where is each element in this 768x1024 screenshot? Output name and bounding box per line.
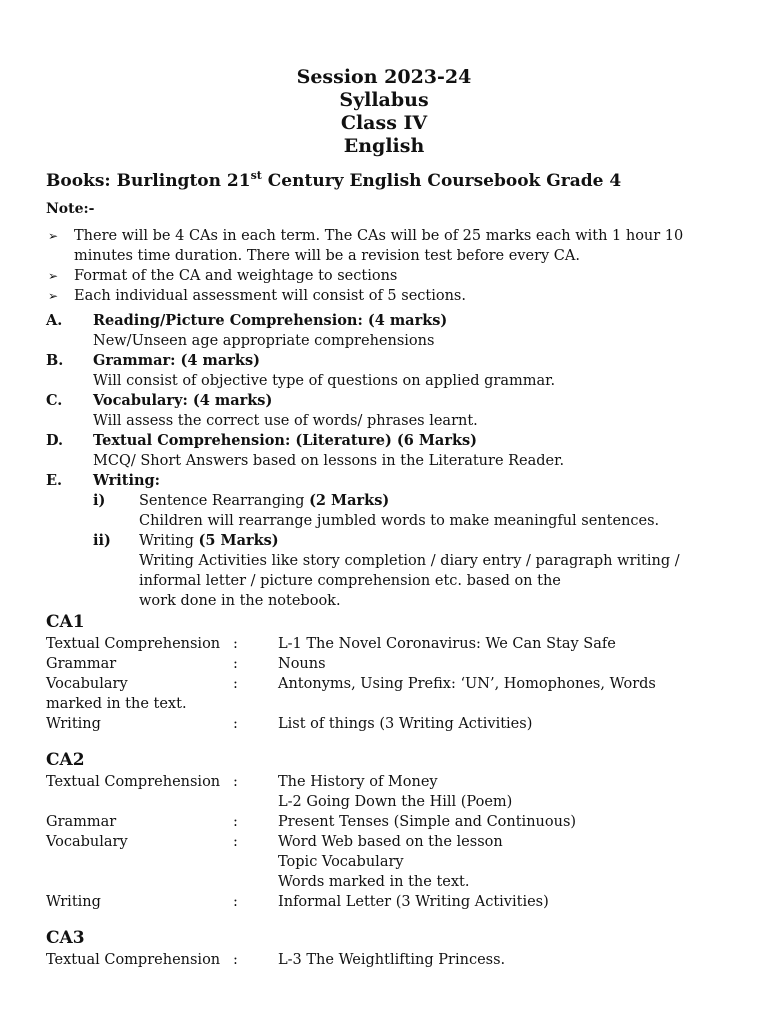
- ca1-table: [46, 634, 736, 734]
- ca-row-value: L-1 The Novel Coronavirus: We Can Stay Safe: [278, 636, 616, 652]
- section-description: Will consist of objective type of questions on applied grammar.: [93, 373, 556, 389]
- ca-row-value: L-2 Going Down the Hill (Poem): [278, 794, 513, 810]
- ca-row: [46, 950, 736, 970]
- ca-row-label: Vocabulary: [46, 834, 128, 850]
- sub-item-number: i): [93, 492, 106, 509]
- books-suffix: Century English Coursebook Grade 4: [261, 171, 622, 191]
- writing-sub-item: [93, 531, 736, 611]
- session-title: Session 2023-24: [296, 66, 472, 88]
- writing-sub-item: [93, 491, 736, 531]
- ca-row: [46, 852, 736, 872]
- ca-row-label: Textual Comprehension: [46, 774, 221, 790]
- ca-row-colon: :: [233, 636, 238, 652]
- ca-row: [46, 772, 736, 792]
- section-letter: C.: [46, 392, 63, 409]
- ca-row: [46, 892, 736, 912]
- sub-item-marks: (2 Marks): [309, 492, 390, 509]
- ca-row: [46, 792, 736, 812]
- ca-row-label: Textual Comprehension: [46, 636, 221, 652]
- class-title: Class IV: [340, 112, 428, 134]
- section-heading: Vocabulary: (4 marks): [93, 392, 273, 409]
- ca-row-value: Antonyms, Using Prefix: ‘UN’, Homophones, Words: [278, 676, 656, 692]
- arrow-bullet-icon: ➢: [48, 289, 59, 303]
- section-heading: Textual Comprehension: (Literature) (6 Marks): [93, 432, 478, 449]
- section-description: Will assess the correct use of words/ phrases learnt.: [93, 413, 478, 429]
- ca3-table: [46, 950, 736, 970]
- books-line: [46, 171, 621, 191]
- ca-row-value: Present Tenses (Simple and Continuous): [278, 814, 577, 830]
- note-bullets: [46, 226, 736, 306]
- ca-row-value: Nouns: [278, 656, 326, 672]
- section-e: [46, 471, 736, 491]
- section-heading: Writing:: [93, 472, 161, 489]
- ca-row: [46, 714, 736, 734]
- section-heading: Grammar: (4 marks): [93, 352, 260, 369]
- ca-row-value: L-3 The Weightlifting Princess.: [278, 952, 506, 968]
- sub-item-number: ii): [93, 532, 111, 549]
- assessment-sections: [46, 311, 736, 611]
- section-description: New/Unseen age appropriate comprehensions: [93, 333, 435, 349]
- ca-row-label: Textual Comprehension: [46, 952, 221, 968]
- sub-item-marks: (5 Marks): [198, 532, 279, 549]
- bullet-text: There will be 4 CAs in each term. The CAs will be of 25 marks each with 1 hour 10 minutes time duration. There will be a revision test before every CA.: [74, 228, 684, 264]
- sub-item-title: Sentence Rearranging: [139, 493, 310, 509]
- ca-row-value: Informal Letter (3 Writing Activities): [278, 894, 549, 910]
- section-b: [46, 351, 736, 391]
- bullet-text: Format of the CA and weightage to sections: [74, 268, 398, 284]
- ca-row-colon: :: [233, 716, 238, 732]
- bullet-item: [46, 286, 736, 306]
- ca-row-colon: :: [233, 656, 238, 672]
- ca-row-value: List of things (3 Writing Activities): [278, 716, 533, 732]
- arrow-bullet-icon: ➢: [48, 229, 59, 243]
- section-description: MCQ/ Short Answers based on lessons in the Literature Reader.: [93, 453, 565, 469]
- ca-row: [46, 832, 736, 852]
- sub-item-description: Children will rearrange jumbled words to make meaningful sentences.: [139, 513, 660, 529]
- ca-row: [46, 872, 736, 892]
- section-letter: A.: [46, 312, 63, 329]
- sub-item-description: Writing Activities like story completion / diary entry / paragraph writing /: [139, 553, 680, 569]
- ca-row-label: Grammar: [46, 656, 117, 672]
- ca-row-value: Word Web based on the lesson: [278, 834, 503, 850]
- books-prefix: Books: Burlington 21: [46, 171, 251, 191]
- ca-row-continuation: marked in the text.: [46, 696, 187, 712]
- ca2-heading: CA2: [46, 750, 85, 770]
- ca-row-colon: :: [233, 774, 238, 790]
- title-block: [0, 66, 768, 158]
- ca3-heading: CA3: [46, 928, 85, 948]
- ca-row-colon: :: [233, 834, 238, 850]
- section-letter: D.: [46, 432, 64, 449]
- section-d: [46, 431, 736, 471]
- ca-row-colon: :: [233, 814, 238, 830]
- ca-row: [46, 694, 736, 714]
- bullet-item: [46, 226, 736, 266]
- ca-row: [46, 674, 736, 694]
- sub-item-title: Writing: [139, 533, 199, 549]
- section-heading: Reading/Picture Comprehension: (4 marks): [93, 312, 448, 329]
- ca-row-colon: :: [233, 894, 238, 910]
- section-a: [46, 311, 736, 351]
- ca-row-value: Words marked in the text.: [278, 874, 470, 890]
- ca-row-label: Writing: [46, 716, 101, 732]
- books-superscript: st: [250, 169, 262, 182]
- ca-row: [46, 654, 736, 674]
- section-letter: B.: [46, 352, 64, 369]
- arrow-bullet-icon: ➢: [48, 269, 59, 283]
- subject-title: English: [343, 135, 425, 157]
- bullet-item: [46, 266, 736, 286]
- ca1-heading: CA1: [46, 612, 85, 632]
- ca-row-label: Writing: [46, 894, 101, 910]
- ca-row-colon: :: [233, 952, 238, 968]
- ca-row: [46, 812, 736, 832]
- sub-item-description: work done in the notebook.: [139, 593, 341, 609]
- ca-row-label: Grammar: [46, 814, 117, 830]
- syllabus-title: Syllabus: [339, 89, 429, 111]
- ca-row-value: Topic Vocabulary: [278, 854, 404, 870]
- ca-row-label: Vocabulary: [46, 676, 128, 692]
- bullet-text: Each individual assessment will consist of 5 sections.: [74, 288, 466, 304]
- ca2-table: [46, 772, 736, 912]
- ca-row: [46, 634, 736, 654]
- section-letter: E.: [46, 472, 63, 489]
- sub-item-description: informal letter / picture comprehension etc. based on the: [139, 573, 561, 589]
- section-c: [46, 391, 736, 431]
- ca-row-colon: :: [233, 676, 238, 692]
- note-label: Note:-: [46, 201, 95, 217]
- ca-row-value: The History of Money: [278, 774, 438, 790]
